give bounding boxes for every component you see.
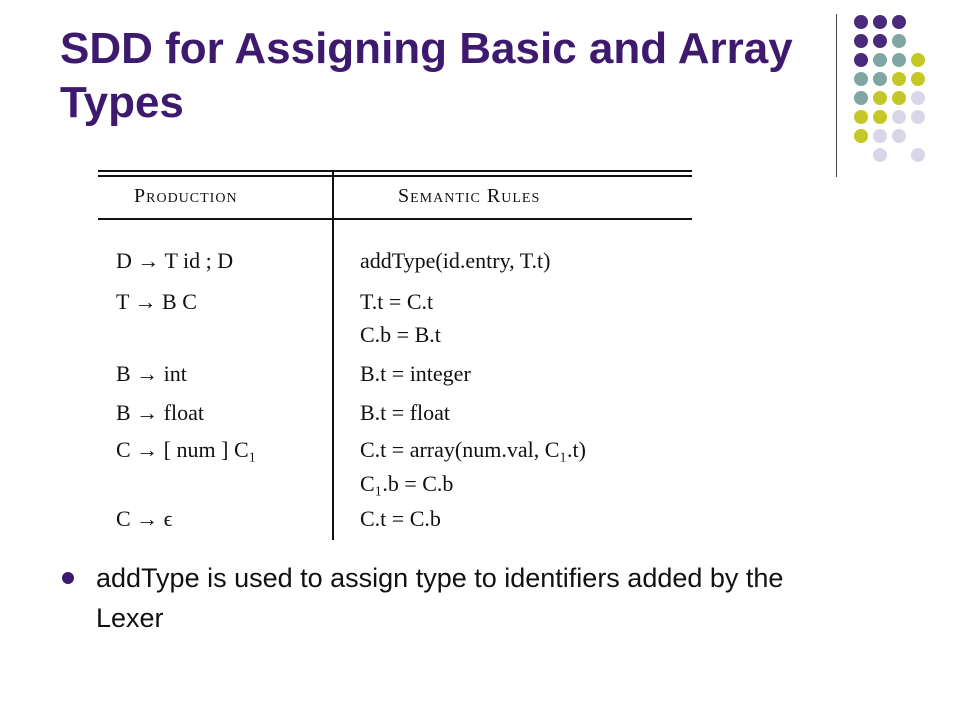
table-top-rule-second: [98, 175, 692, 177]
decorative-dot: [873, 110, 887, 124]
decorative-dot: [854, 72, 868, 86]
decorative-dot: [873, 72, 887, 86]
decorative-dot: [854, 110, 868, 124]
decorative-dot: [854, 129, 868, 143]
bullet-text: addType is used to assign type to identifiers added by the Lexer: [96, 563, 784, 633]
sdd-rules-table: [96, 164, 692, 542]
decorative-dot: [892, 91, 906, 105]
decorative-dot: [854, 15, 868, 29]
header-semantic-rules: Semantic Rules: [398, 185, 541, 207]
decorative-dot: [873, 129, 887, 143]
decorative-dot: [854, 34, 868, 48]
slide-title: SDD for Assigning Basic and Array Types: [60, 24, 793, 127]
decorative-dot: [892, 34, 906, 48]
bullet-list: [60, 558, 820, 638]
decorative-dot: [873, 15, 887, 29]
semantic-rule-cell: C₁.b = C.b: [360, 471, 454, 496]
production-cell: B → int: [116, 361, 187, 386]
decorative-dot: [892, 129, 906, 143]
decorative-dot: [892, 53, 906, 67]
decorative-dot: [892, 15, 906, 29]
table-column-divider: [332, 172, 334, 540]
decorative-dot: [911, 148, 925, 162]
production-cell: C → ϵ: [116, 506, 173, 531]
decorative-dot: [911, 72, 925, 86]
decorative-dot: [911, 53, 925, 67]
production-cell: T → B C: [116, 289, 197, 314]
semantic-rule-cell: B.t = float: [360, 400, 451, 425]
semantic-rule-cell: B.t = integer: [360, 361, 471, 386]
semantic-rule-cell: C.t = C.b: [360, 506, 441, 531]
table-top-rule: [98, 170, 692, 172]
header-production: Production: [134, 185, 238, 207]
decorative-dot: [854, 53, 868, 67]
semantic-rule-cell: C.b = B.t: [360, 322, 441, 347]
bullet-item: [60, 558, 820, 638]
decorative-dot: [873, 91, 887, 105]
decorative-dot: [911, 91, 925, 105]
production-cell: B → float: [116, 400, 204, 425]
corner-divider-line: [836, 14, 837, 177]
decorative-dot: [854, 91, 868, 105]
decorative-dot: [911, 110, 925, 124]
decorative-dot: [873, 53, 887, 67]
decorative-dot: [873, 34, 887, 48]
production-cell: D → T id ; D: [116, 248, 234, 273]
table-header-rule: [98, 218, 692, 220]
decorative-dot: [892, 110, 906, 124]
production-cell: C → [ num ] C₁: [116, 437, 257, 462]
decorative-dot: [873, 148, 887, 162]
semantic-rule-cell: addType(id.entry, T.t): [360, 248, 551, 273]
semantic-rule-cell: C.t = array(num.val, C₁.t): [360, 437, 586, 462]
decorative-dot: [892, 72, 906, 86]
semantic-rule-cell: T.t = C.t: [360, 289, 434, 314]
bullet-dot-icon: [62, 572, 74, 584]
